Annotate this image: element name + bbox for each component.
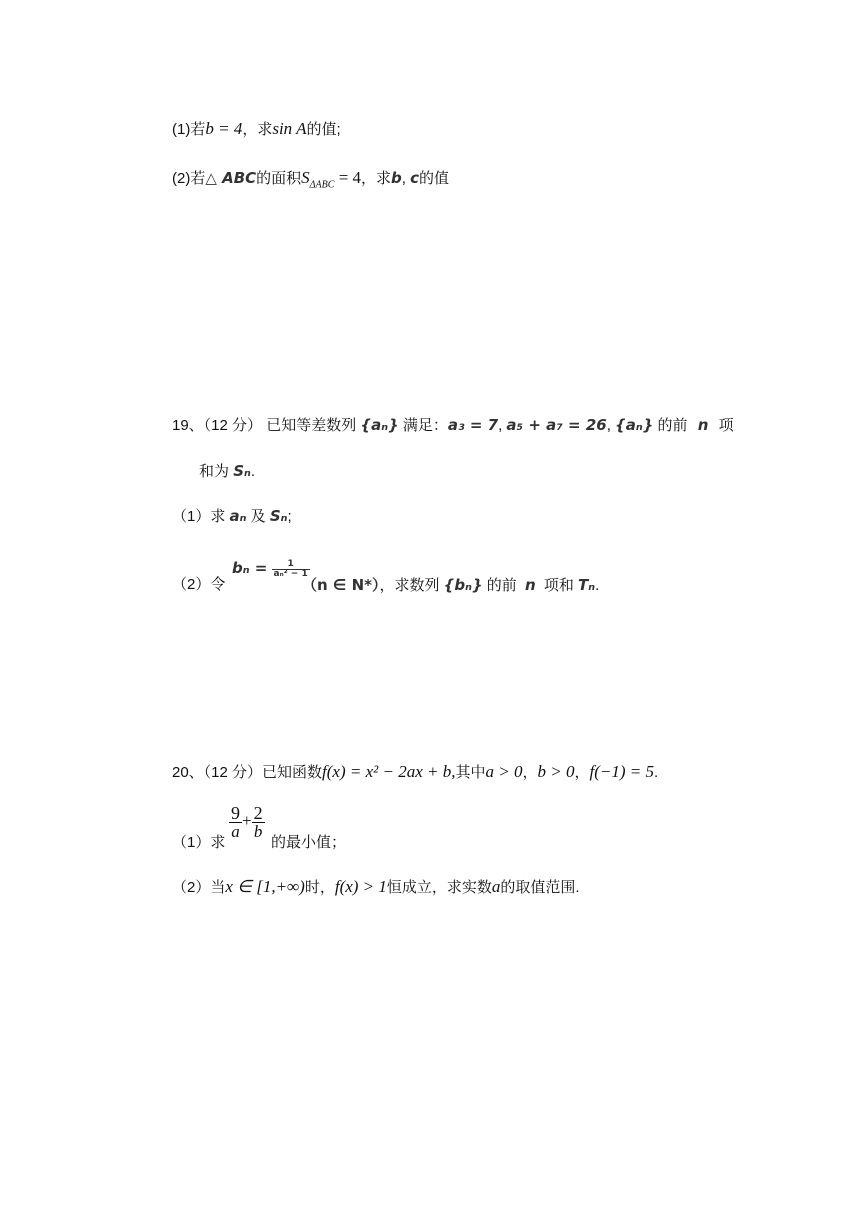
q20-part2-ineq: f(x) > 1 xyxy=(334,877,387,896)
q20-part2-cond: x ∈ [1,+∞) xyxy=(225,877,305,896)
q18-part2-mid: 的面积 xyxy=(256,170,302,187)
q18-part1-mid: ，求 xyxy=(242,121,273,138)
q18-part2-sep: , xyxy=(401,170,406,187)
q19-part2-def xyxy=(232,555,310,582)
q20-part2-when: 时， xyxy=(304,879,335,896)
q20-function: f(x) = x² − 2ax + b, xyxy=(322,762,456,781)
q19-part2-paren: （n ∈ N*） xyxy=(302,576,380,594)
q19-part1-sn: Sₙ xyxy=(269,507,288,525)
q18-part1-label: (1)若 xyxy=(172,121,206,138)
q20-part1-end: 的最小值； xyxy=(271,834,347,851)
q18-part2 xyxy=(172,168,449,195)
q18-part2-end: 的值 xyxy=(419,170,450,187)
q20-part2-label: （2）当 xyxy=(172,879,226,896)
q19-line2-lead: 和为 xyxy=(199,463,230,480)
q20-part2 xyxy=(172,877,580,898)
q19-comma2: , xyxy=(606,417,611,434)
q20-cond1: a > 0 xyxy=(485,762,523,781)
q19-part2-n: n xyxy=(524,576,536,594)
q19-part1-end: ; xyxy=(287,508,292,525)
q20-part2-tail: 的取值范围. xyxy=(500,879,580,896)
q19-cond1: a₃ = 7 xyxy=(447,416,499,434)
q19-part1-label: （1）求 xyxy=(172,508,226,525)
q20-end: . xyxy=(654,764,659,781)
q19-comma1: , xyxy=(498,417,503,434)
q19-part1 xyxy=(172,506,292,527)
q19-stem-line1 xyxy=(172,415,734,436)
q20-part1-frac2: $\frac{2}{b}$ xyxy=(253,803,263,841)
q18-part2-triangle: △ ABC xyxy=(205,169,257,187)
q18-part1-target: sin A xyxy=(272,119,307,138)
q19-part2-tail: 的前 xyxy=(486,577,517,594)
q19-part2-item: 项和 xyxy=(543,577,574,594)
q18-part1-condition: b = 4 xyxy=(205,119,243,138)
q19-seq: {aₙ} xyxy=(360,416,399,434)
q19-sn: Sₙ xyxy=(233,462,251,480)
q20-part1-label: （1）求 xyxy=(172,834,226,851)
q18-part2-ask: ，求 xyxy=(361,170,392,187)
q18-part2-area: $S_{\Delta ABC} = 4$ xyxy=(301,168,362,191)
q20-stem xyxy=(172,762,658,783)
q19-head: 19、（12 分） 已知等差数列 xyxy=(172,417,357,434)
q20-head: 20、（12 分）已知函数 xyxy=(172,764,323,781)
q19-cond-lead: 满足： xyxy=(402,417,448,434)
q19-tail: 的前 xyxy=(657,417,688,434)
q18-part2-b: b xyxy=(391,169,402,187)
q19-part2-label: （2）令 xyxy=(172,576,226,593)
q19-part2-seq: {bₙ} xyxy=(443,576,483,594)
q19-part2-tn: Tₙ xyxy=(578,576,596,594)
q19-part2-rest xyxy=(302,575,599,596)
q20-where: 其中 xyxy=(455,764,486,781)
q19-part2-ask: ，求数列 xyxy=(379,577,440,594)
q20-part1-expr xyxy=(229,804,265,840)
q19-item: 项 xyxy=(718,417,734,434)
q20-cond3: f(−1) = 5 xyxy=(589,762,655,781)
q19-stem-line2 xyxy=(199,461,255,482)
q19-part2-fraction: $\frac{1}{\text{aₙ² − 1}}$ xyxy=(273,558,308,579)
q19-part2-bn: bₙ = xyxy=(232,559,268,577)
q18-part1-end: 的值; xyxy=(306,121,341,138)
q19-part1-and: 及 xyxy=(250,508,266,525)
q19-part2-end: . xyxy=(595,577,600,594)
q19-seq2: {aₙ} xyxy=(615,416,654,434)
q20-part2-end: 恒成立，求实数 xyxy=(386,879,492,896)
q19-n: n xyxy=(697,416,709,434)
q20-cond2: b > 0 xyxy=(537,762,575,781)
q20-sep1: ， xyxy=(522,764,538,781)
q20-part1-plus: + xyxy=(242,811,252,830)
q19-part1-an: aₙ xyxy=(229,507,247,525)
q20-part1-frac1: $\frac{9}{a}$ xyxy=(231,803,240,841)
q19-period: . xyxy=(250,463,255,480)
q18-part2-c: c xyxy=(410,169,420,187)
q18-part1 xyxy=(172,119,341,140)
q20-sep2: ， xyxy=(574,764,590,781)
q20-part2-a: a xyxy=(491,877,501,896)
q18-part2-label: (2)若 xyxy=(172,170,206,187)
q19-cond2: a₅ + a₇ = 26 xyxy=(506,416,607,434)
